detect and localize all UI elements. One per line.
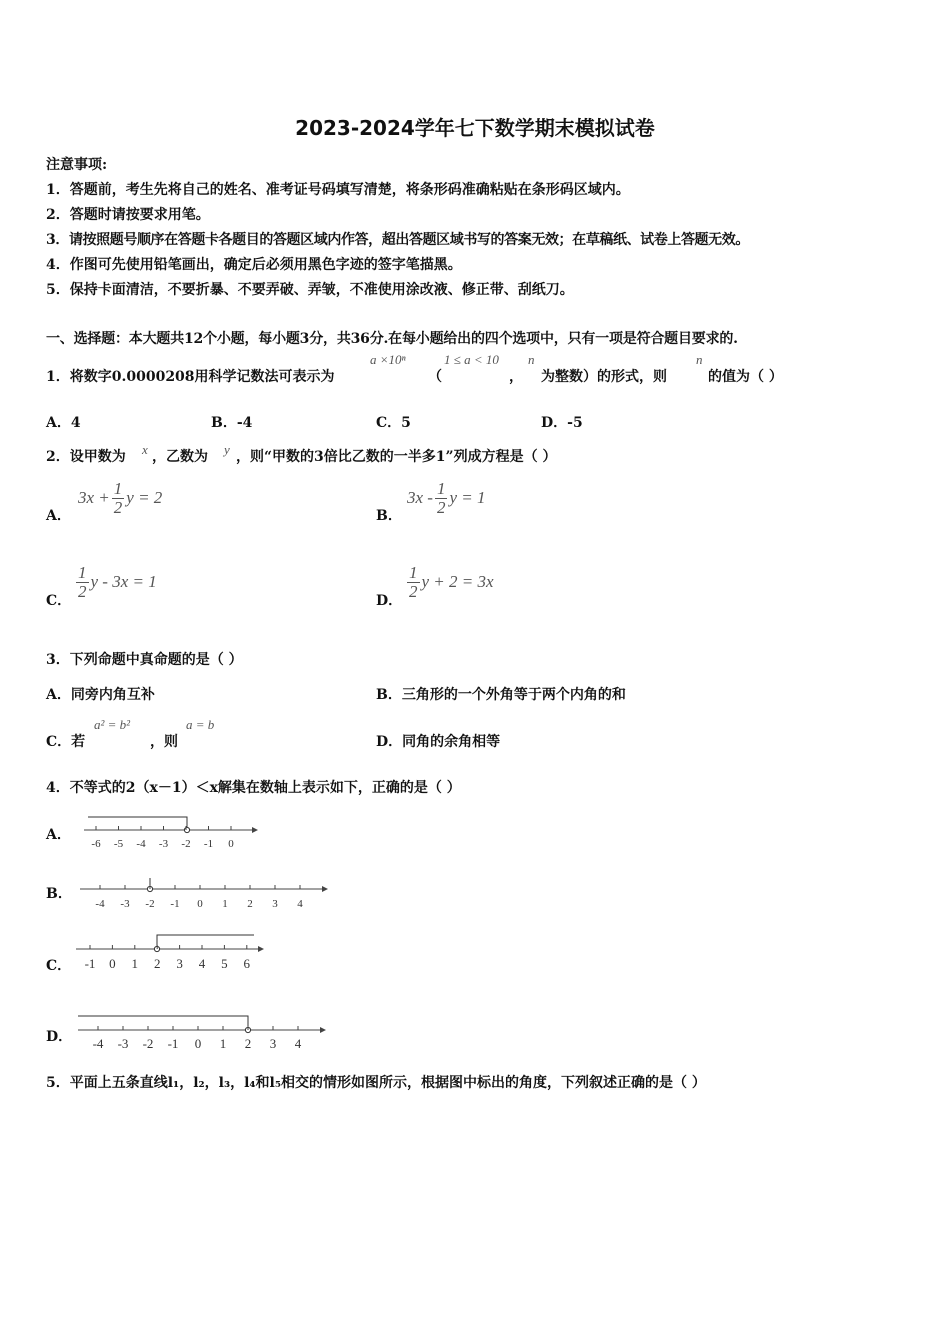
axis-tick-label: -2: [145, 898, 155, 910]
axis-tick-label: -6: [91, 838, 101, 850]
notice-item: 2．答题时请按要求用笔。: [46, 207, 210, 223]
q1-option-b: B．-4: [211, 415, 253, 431]
q3-option-c-mid: ，则: [150, 734, 178, 750]
q2-label-a: A．: [46, 508, 71, 524]
notice-item: 5．保持卡面清洁，不要折暴、不要弄破、弄皱，不准使用涂改液、修正带、刮纸刀。: [46, 282, 574, 298]
q2-label-d: D．: [376, 593, 403, 609]
q3-option-c-expr2: a = b: [186, 717, 215, 732]
notice-item: 1．答题前，考生先将自己的姓名、准考证号码填写清楚，将条形码准确粘贴在条形码区域内。: [46, 182, 630, 198]
axis-tick-label: 2: [153, 956, 161, 971]
q1-sci-expr: a ×10ⁿ: [370, 352, 406, 367]
axis-tick-label: 0: [197, 898, 203, 910]
notice-item: 3．请按照题号顺序在答题卡各题目的答题区域内作答，超出答题区域书写的答案无效；在草稿纸、试卷上答题无效。: [46, 232, 749, 248]
q5-stem: 5．平面上五条直线l₁，l₂，l₃，l₄和l₅相交的情形如图所示，根据图中标出的角度，下列叙述正确的是（ ）: [46, 1075, 706, 1091]
axis-tick-label: -4: [95, 898, 105, 910]
q1-option-a: A．4: [46, 415, 81, 431]
q3-option-c-expr: a² = b²: [94, 717, 131, 732]
q2-var-y: y: [224, 442, 230, 457]
q2-option-c-equation: $\frac{1}{2}$ y - 3x = 1: [78, 563, 157, 601]
axis-tick-label: -3: [120, 898, 130, 910]
q4-number-line-c: [74, 930, 269, 975]
q3-option-c-prefix: C．若: [46, 734, 86, 750]
axis-tick-label: 1: [222, 898, 228, 910]
axis-tick-label: 1: [131, 956, 139, 971]
axis-tick-label: -4: [92, 1036, 104, 1051]
axis-tick-label: 3: [272, 898, 278, 910]
axis-tick-label: -1: [84, 956, 96, 971]
notice-heading: 注意事项:: [46, 157, 108, 173]
q1-option-c: C．5: [376, 415, 411, 431]
axis-tick-label: -4: [136, 838, 146, 850]
axis-tick-label: -1: [167, 1036, 179, 1051]
q4-label-d: D．: [46, 1029, 73, 1045]
q1-suffix: 的值为（ ）: [708, 369, 783, 385]
q1-n: n: [528, 352, 535, 367]
q4-stem: 4．不等式的2（x－1）＜x解集在数轴上表示如下，正确的是（ ）: [46, 780, 461, 796]
axis-tick-label: 3: [269, 1036, 277, 1051]
axis-tick-label: 4: [297, 898, 303, 910]
axis-tick-label: 6: [243, 956, 251, 971]
axis-tick-label: -2: [142, 1036, 154, 1051]
notice-item: 4．作图可先使用铅笔画出，确定后必须用黑色字迹的签字笔描黑。: [46, 257, 462, 273]
axis-tick-label: -3: [117, 1036, 129, 1051]
page-title: 2023-2024学年七下数学期末模拟试卷: [295, 116, 655, 140]
axis-tick-label: 4: [198, 956, 206, 971]
q2-label-b: B．: [376, 508, 402, 524]
axis-tick-label: -5: [113, 838, 124, 850]
q2-var-x: x: [142, 442, 148, 457]
axis-tick-label: -1: [203, 838, 214, 850]
q4-label-b: B．: [46, 886, 72, 902]
q4-number-line-a: [80, 812, 260, 852]
q2-label-c: C．: [46, 593, 72, 609]
q1-range: 1 ≤ a < 10: [444, 352, 499, 367]
q3-option-d: D．同角的余角相等: [376, 734, 501, 750]
axis-tick-label: 4: [294, 1036, 302, 1051]
q4-label-c: C．: [46, 958, 72, 974]
q4-number-line-b: [78, 870, 333, 912]
section-heading: 一、选择题：本大题共12个小题，每小题3分，共36分.在每小题给出的四个选项中，只有一项是符合题目要求的.: [46, 331, 738, 347]
q1-option-d: D．-5: [541, 415, 583, 431]
axis-tick-label: 2: [244, 1036, 252, 1051]
q2-option-b-equation: 3x - $\frac{1}{2}$ y = 1: [407, 479, 486, 517]
axis-tick-label: 3: [176, 956, 183, 971]
axis-tick-label: 5: [221, 956, 228, 971]
q2-stem-part1: 2．设甲数为: [46, 449, 126, 465]
axis-tick-label: -3: [158, 838, 169, 850]
axis-tick-label: 0: [109, 956, 116, 971]
q2-stem-part2: ，乙数为: [152, 449, 208, 465]
q4-number-line-d: [76, 1006, 332, 1052]
q2-option-a-equation: 3x + $\frac{1}{2}$ y = 2: [78, 479, 163, 517]
axis-tick-label: -2: [181, 838, 191, 850]
axis-tick-label: 0: [228, 838, 234, 850]
q1-comma: ，: [509, 369, 523, 385]
q2-option-d-equation: $\frac{1}{2}$ y + 2 = 3x: [409, 563, 494, 601]
q1-n2: n: [696, 352, 703, 367]
axis-tick-label: 1: [219, 1036, 227, 1051]
axis-tick-label: 2: [247, 898, 253, 910]
q1-int-note: 为整数）的形式，则: [541, 369, 667, 385]
q3-option-b: B．三角形的一个外角等于两个内角的和: [376, 687, 626, 703]
q2-stem-part3: ，则“甲数的3倍比乙数的一半多1”列成方程是（ ）: [236, 449, 557, 465]
q1-paren: （: [428, 369, 442, 385]
q3-stem: 3．下列命题中真命题的是（ ）: [46, 652, 243, 668]
axis-tick-label: -1: [170, 898, 180, 910]
axis-tick-label: 0: [194, 1036, 202, 1051]
q3-option-a: A．同旁内角互补: [46, 687, 155, 703]
q4-label-a: A．: [46, 827, 71, 843]
q1-stem: 1．将数字0.0000208用科学记数法可表示为: [46, 369, 335, 385]
